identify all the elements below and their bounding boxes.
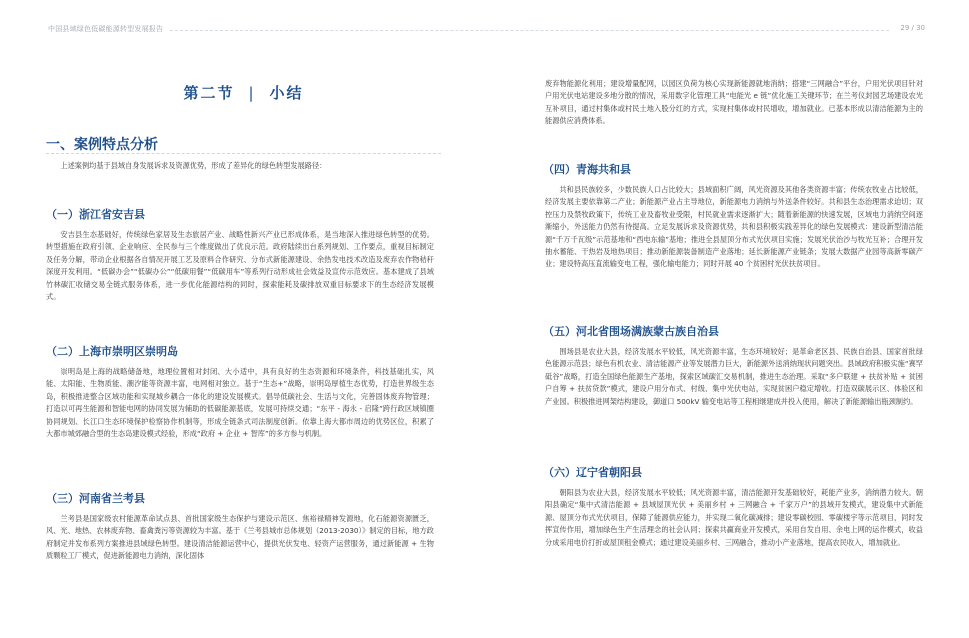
lankao-continuation: 废弃物能源化利用；建设增量配网，以园区负荷为核心实现新能源就地消纳；搭建“三网融合”平台，户用光伏项目针对户用光伏电站建设多地分散的情况，采用数字化管理工具“电能光 e 链”优化施工关键环节；在兰考仪封园艺场建设农光互补项目，通过村集体或村民土地入股分红的方式，实现村集体或村民增收，增加就业。已基本形成以清洁能源为主的能源供应消费体系。 [545,79,923,126]
intro-paragraph: 上述案例均基于县域自身发展诉求及资源优势，形成了差异化的绿色转型发展路径： [60,161,327,170]
case-heading-gonghe: （四）青海共和县 [543,163,631,176]
section-number: 第二节 [183,84,235,102]
case-heading-lankao: （三）河南省兰考县 [46,492,145,505]
part-heading-rule [46,153,441,154]
section-separator: | [248,84,256,102]
case-body-lankao: 兰考县是国家级农村能源革命试点县、首批国家级生态保护与建设示范区、焦裕禄精神发源地，化石能源资源匮乏，风、光、地热、农林废弃物、畜禽粪污等资源较为丰富。基于《兰考县城市总体规划（2013-2030）》制定的目标，地方政府制定并发布系列方案推进县域绿色转型。建设清洁能源运营中心，提供光伏发电、轻资产运营服务，通过新能源 + 生物质颗粒工厂模式，促进新能源电力消纳，深化固体 [46,514,434,561]
case-heading-chaoyang: （六）辽宁省朝阳县 [543,466,642,479]
section-heading [46,82,441,103]
part-heading: 一、案例特点分析 [46,137,158,153]
case-body-chaoyang: 朝阳县为农业大县，经济发展水平较低；风光资源丰富，清洁能源开发基础较好，耗能产业多，消纳潜力较大。朝阳县确定“集中式清洁能源 + 县域屋顶光伏 + 美丽乡村 + 三网融合 + 千家万户”的县域开发模式，建设集中式新能源、屋顶分布式光伏项目，保障了能源供应能力，并实现二氧化碳减排；建设零碳校园、零碳楼宇等示范项目，同时发挥宣传作用，增加绿色生产生活理念的社会认同；探索共赢商业开发模式，采用自发自用、余电上网的运作模式，收益分成采用电价打折或屋顶租金模式；通过建设美丽乡村、三网融合，推动小产业落地，提高农民收入，增加就业。 [545,488,923,547]
case-heading-anji: （一）浙江省安吉县 [46,208,145,221]
case-body-weichang: 围场县是农业大县，经济发展水平较低，风光资源丰富，生态环境较好；是革命老区县、民族自治县、国家首批绿色能源示范县；绿色有机农业、清洁能源产业等发展潜力巨大，新能源外送消纳现状问题突出。县域政府积极实施“赛罕砥谷”战略，打造全国绿色能源生产基地，探索区域碳汇交易机制，推进生态治理。采取“多户联建 + 扶贫补贴 + 贫困户自筹 + 扶贫贷款”模式，建设户用分布式、村级、集中光伏电站，实现贫困户稳定增收。打造双碳展示区、体验区和产业园。积极推进网架结构建设，御道口 500kV 输变电站等工程相继建成并投入使用，解决了新能源输出瓶颈制约。 [545,347,923,406]
section-name: 小结 [269,84,304,102]
case-heading-weichang: （五）河北省围场满族蒙古族自治县 [543,325,719,338]
page-number: 29 / 30 [900,24,925,32]
case-body-anji: 安吉县生态基础好，传统绿色家居及生态旅居产业、战略性新兴产业已形成体系，是当地深入推进绿色转型的优势。转型措施在政府引领、企业响应、全民参与三个维度做出了优良示范。政府陆续出台系列规划、工作要点，重视目标制定及任务分解，带动企业根据各自情况开展工艺及原料合作研究、分布式新能源建设、余热发电技术改造及废弃农作物秸秆深度开发利用。“低碳办会”“低碳办公”“低碳用餐”“低碳用车”等系列行动形成社会效益及宣传示范效应。基本建成了县域竹林碳汇收储交易全链式服务体系，进一步优化能源结构的同时，探索能耗及碳排放双重目标要求下的生态经济发展模式。 [46,230,434,302]
case-body-gonghe: 共和县民族较多，少数民族人口占比较大；县域面积广阔，风光资源及其他各类资源丰富；传统农牧业占比较低，经济发展主要依靠第二产业；新能源产业占主导地位，新能源电力消纳与外送条件较好。共和县生态治理需求迫切；双控压力及禁牧政策下，传统工业及畜牧业受限，村民就业需求逐渐扩大；随着新能源的快速发展，区域电力消纳空间逐渐缩小，外送能力仍然有待提高。立足发展诉求及资源优势，共和县积极实践差异化的绿色发展模式：建设新型清洁能源“千万千瓦级”示范基地和“西电东输”基地；推进全县屋顶分布式光伏项目实施；发展光伏治沙与牧光互补；合理开发抽水蓄能、干热岩及地热项目；推动新能源装备制造产业落地；延长新能源产业链条；发展大数据产业园等高新零碳产业；建设特高压直流输变电工程，强化输电能力；同时开展 40 个贫困村光伏扶贫项目。 [545,185,923,269]
case-body-chongming: 崇明岛是上海的战略储备地，地理位置相对封闭、大小适中，具有良好的生态资源和环境条件，科技基础扎实，风能、太阳能、生物质能、潮汐能等资源丰富，电网相对独立。基于“生态+”战略，崇明岛厚植生态优势，打造世界级生态岛，积极推进整合区域功能和实现城乡耦合一体化的建设发展模式。倡导低碳社会、生活与文化，完善固体废弃物管理；打造以可再生能源和智能电网的协同发展为辅助的低碳能源基底，发展可持续交通；“东平 - 海永 - 启隆”跨行政区域镇圈协同规划、长江口生态环境保护检察协作机制等，形成全链条式司法制度创新。依靠上海大都市周边的优势区位，积累了大都市城郊融合型的生态岛建设模式经验，形成“政府 + 企业 + 智库”的多方参与机制。 [46,367,434,439]
running-header-title: 中国县域绿色低碳能源转型发展报告 [48,25,164,33]
case-heading-chongming: （二）上海市崇明区崇明岛 [46,345,178,358]
header-rule [170,30,889,31]
